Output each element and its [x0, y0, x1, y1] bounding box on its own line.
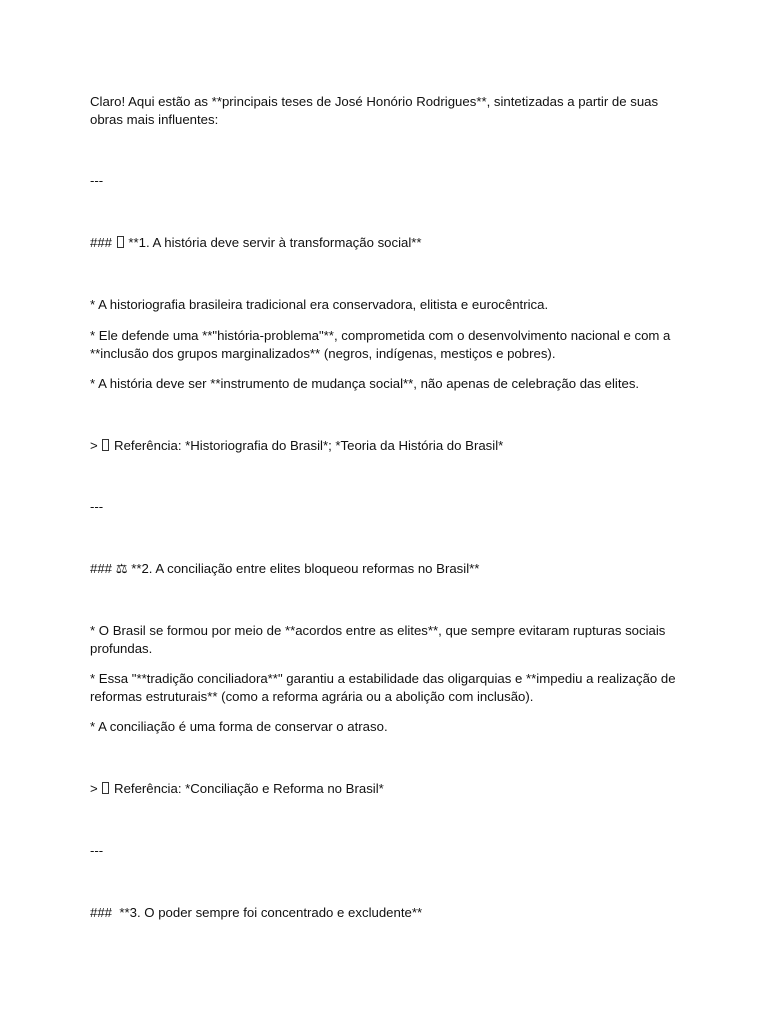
- separator: ---: [90, 173, 104, 188]
- section-1-bullet-1: * A historiografia brasileira tradicional era conservadora, elitista e eurocêntrica.: [90, 297, 549, 312]
- section-1-bullet-2: * Ele defende uma **"história-problema"**, comprometida com o desenvolvimento nacional e com a **inclusão dos grupos marginalizados** (negros, indígenas, mestiços e pobres).: [90, 328, 671, 361]
- heading-marker: ###: [90, 905, 113, 920]
- heading-text: **2. A conciliação entre elites bloqueou reformas no Brasil**: [131, 561, 480, 576]
- section-2-bullet-3: * A conciliação é uma forma de conservar o atraso.: [90, 719, 388, 734]
- section-1-heading: [90, 234, 680, 252]
- blockquote-marker: >: [90, 781, 98, 796]
- heading-marker: ###: [90, 235, 113, 250]
- section-1-reference: [90, 437, 680, 455]
- section-2-bullet-2: * Essa "**tradição conciliadora**" garantiu a estabilidade das oligarquias e **impediu a realização de reformas estruturais** (como a reforma agrária ou a abolição com inclusão).: [90, 671, 676, 704]
- reference-text: Referência: *Conciliação e Reforma no Brasil*: [114, 781, 384, 796]
- section-2-reference: [90, 780, 680, 798]
- section-2-bullet-1: * O Brasil se formou por meio de **acordos entre as elites**, que sempre evitaram rupturas sociais profundas.: [90, 623, 666, 656]
- heading-text: **3. O poder sempre foi concentrado e excludente**: [119, 905, 423, 920]
- section-3-heading: [90, 904, 680, 922]
- section-1-bullet-3: * A história deve ser **instrumento de mudança social**, não apenas de celebração das elites.: [90, 376, 640, 391]
- heading-text: **1. A história deve servir à transformação social**: [128, 235, 422, 250]
- missing-glyph-icon: [117, 236, 124, 248]
- separator: ---: [90, 843, 104, 858]
- missing-glyph-icon: [102, 782, 109, 794]
- separator: ---: [90, 499, 104, 514]
- missing-glyph-icon: [102, 439, 109, 451]
- section-2-heading: [90, 560, 680, 578]
- heading-marker: ###: [90, 561, 113, 576]
- reference-text: Referência: *Historiografia do Brasil*; *Teoria da História do Brasil*: [114, 438, 504, 453]
- scales-icon: ⚖: [115, 561, 128, 576]
- blockquote-marker: >: [90, 438, 98, 453]
- intro-paragraph: Claro! Aqui estão as **principais teses de José Honório Rodrigues**, sintetizadas a partir de suas obras mais influentes:: [90, 94, 659, 127]
